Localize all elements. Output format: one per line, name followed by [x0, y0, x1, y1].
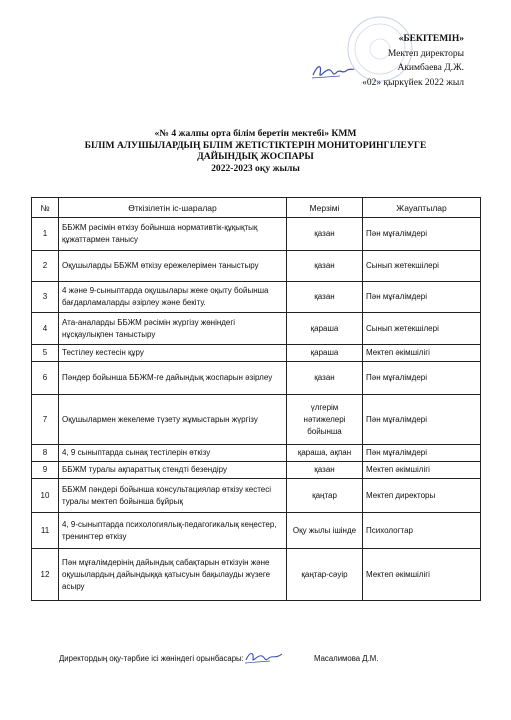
table-row — [32, 282, 481, 313]
table-row — [32, 549, 481, 601]
table-row — [32, 345, 481, 362]
row-term: қараша — [287, 345, 363, 362]
row-activity: Тестілеу кестесін құру — [59, 345, 287, 362]
row-responsible: Пән мұғалімдері — [363, 445, 481, 462]
header-term: Мерзімі — [287, 198, 363, 218]
row-num: 11 — [32, 513, 59, 549]
table-row — [32, 445, 481, 462]
row-responsible: Пән мұғалімдері — [363, 362, 481, 395]
row-num: 3 — [32, 282, 59, 313]
row-responsible: Мектеп әкімшілігі — [363, 345, 481, 362]
title-school: «№ 4 жалпы орта білім беретін мектебі» КММ — [154, 128, 357, 139]
row-responsible: Психологтар — [363, 513, 481, 549]
row-activity: 4 және 9-сыныптарда оқушылары жеке оқыту бойынша бағдарламаларды әзірлеу және бекіту. — [59, 282, 287, 313]
row-num: 1 — [32, 218, 59, 251]
table-row — [32, 218, 481, 251]
row-activity: Ата-аналарды ББЖМ рәсімін жүргізу жөніндегі нұсқаулықпен таныстыру — [59, 313, 287, 345]
row-num: 8 — [32, 445, 59, 462]
deputy-signature-icon — [244, 648, 284, 666]
title-year: 2022-2023 оқу жылы — [211, 162, 300, 174]
row-term: қазан — [287, 462, 363, 479]
row-activity: Оқушыларды ББЖМ өткізу ережелерімен таныстыру — [59, 251, 287, 282]
row-activity: ББЖМ рәсімін өткізу бойынша нормативтік-құқықтық құжаттармен танысу — [59, 218, 287, 251]
header-responsible: Жауаптылар — [363, 198, 481, 218]
approval-name: Акимбаева Д.Ж. — [397, 63, 464, 73]
row-activity: Пәндер бойынша ББЖМ-ге дайындық жоспарын әзірлеу — [59, 362, 287, 395]
row-activity: ББЖМ туралы ақпараттық стендті безендіру — [59, 462, 287, 479]
row-num: 5 — [32, 345, 59, 362]
row-activity: ББЖМ пәндері бойынша консультациялар өткізу кестесі туралы мектеп бойынша бұйрық — [59, 479, 287, 513]
row-responsible: Мектеп әкімшілігі — [363, 462, 481, 479]
row-num: 10 — [32, 479, 59, 513]
table-row — [32, 513, 481, 549]
row-term: қазан — [287, 218, 363, 251]
row-term: қараша, ақпан — [287, 445, 363, 462]
table-row — [32, 462, 481, 479]
row-activity: 4, 9-сыныптарда психологиялық-педагогикалық кеңестер, тренингтер өткізу — [59, 513, 287, 549]
row-responsible: Пән мұғалімдері — [363, 395, 481, 445]
row-term: қазан — [287, 362, 363, 395]
row-term: қаңтар — [287, 479, 363, 513]
row-num: 6 — [32, 362, 59, 395]
approval-block — [294, 32, 464, 90]
row-activity: Пән мұғалімдерінің дайындық сабақтарын өткізуін және оқушылардың дайындыққа қатысуын бақылауды жүзеге асыру — [59, 549, 287, 601]
row-num: 9 — [32, 462, 59, 479]
row-term: қараша — [287, 313, 363, 345]
approval-heading: «БЕКІТЕМІН» — [398, 34, 464, 44]
header-num: № — [32, 198, 59, 218]
row-activity: 4, 9 сыныптарда сынақ тестілерін өткізу — [59, 445, 287, 462]
table-header-row — [32, 198, 481, 218]
table-row — [32, 362, 481, 395]
row-term: қазан — [287, 251, 363, 282]
row-activity: Оқушылармен жекелеме түзету жұмыстарын жүргізу — [59, 395, 287, 445]
approval-position: Мектеп директоры — [387, 48, 464, 59]
table-row — [32, 251, 481, 282]
document-title — [0, 128, 511, 174]
row-responsible: Сынып жетекшілері — [363, 313, 481, 345]
row-responsible: Сынып жетекшілері — [363, 251, 481, 282]
row-responsible: Мектеп директоры — [363, 479, 481, 513]
approval-date: «02» қыркүйек 2022 жыл — [362, 77, 464, 88]
row-term: Оқу жылы ішінде — [287, 513, 363, 549]
row-num: 4 — [32, 313, 59, 345]
row-term: қазан — [287, 282, 363, 313]
row-num: 7 — [32, 395, 59, 445]
row-responsible: Пән мұғалімдері — [363, 282, 481, 313]
row-term: қаңтар-сәуір — [287, 549, 363, 601]
table-row — [32, 313, 481, 345]
plan-table — [31, 197, 481, 601]
footer-role: Директордың оқу-тәрбие ісі жөніндегі орынбасары: — [59, 654, 244, 663]
title-main: БІЛІМ АЛУШЫЛАРДЫҢ БІЛІМ ЖЕТІСТІКТЕРІН МОНИТОРИНГІЛЕУГЕ — [84, 139, 427, 151]
table-row — [32, 479, 481, 513]
footer — [59, 650, 479, 670]
table-row — [32, 395, 481, 445]
title-sub: ДАЙЫНДЫҚ ЖОСПАРЫ — [197, 151, 314, 162]
row-num: 2 — [32, 251, 59, 282]
row-num: 12 — [32, 549, 59, 601]
row-responsible: Мектеп әкімшілігі — [363, 549, 481, 601]
footer-name: Масалимова Д.М. — [314, 654, 379, 663]
row-responsible: Пән мұғалімдері — [363, 218, 481, 251]
header-activity: Өткізілетін іс-шаралар — [59, 198, 287, 218]
row-term: үлгерім нәтижелері бойынша — [287, 395, 363, 445]
